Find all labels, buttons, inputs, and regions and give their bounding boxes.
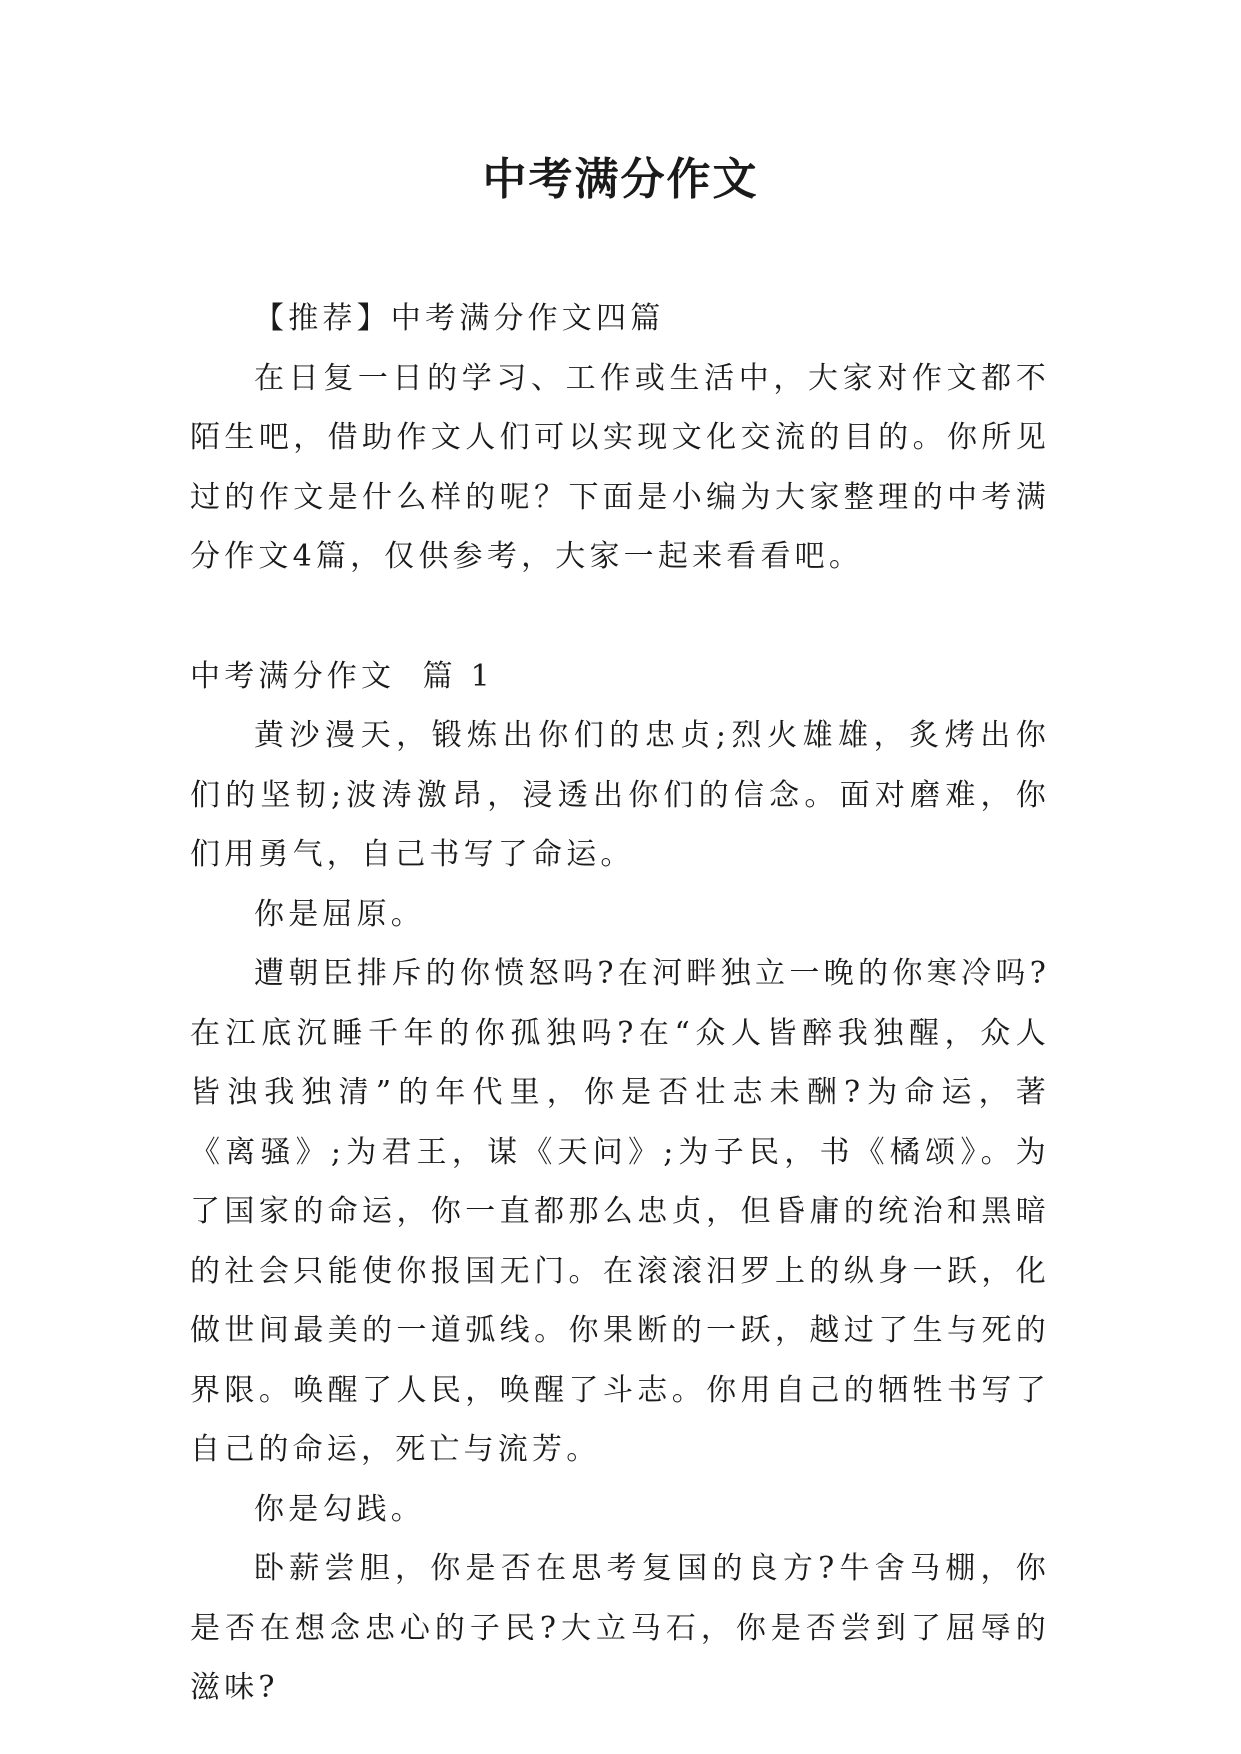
document-subtitle: 【推荐】中考满分作文四篇 (254, 301, 665, 336)
essay-paragraph: 你是勾践。 (254, 1491, 425, 1527)
essay-paragraph: 遭朝臣排斥的你愤怒吗?在河畔独立一晚的你寒冷吗?在江底沉睡千年的你孤独吗?在“众人皆醉我独醒，众人皆浊我独清”的年代里，你是否壮志未酬?为命运，著《离骚》;为君王，谋《天问》;为子民，书《橘颂》。为了国家的命运，你一直都那么忠贞，但昏庸的统治和黑暗的社会只能使你报国无门。在滚滚汨罗上的纵身一跃，化做世间最美的一道弧线。你果断的一跃，越过了生与死的界限。唤醒了人民，唤醒了斗志。你用自己的牺牲书写了自己的命运，死亡与流芳。 (190, 956, 1050, 1467)
intro-paragraph: 在日复一日的学习、工作或生活中，大家对作文都不陌生吧，借助作文人们可以实现文化交流的目的。你所见过的作文是什么样的呢？下面是小编为大家整理的中考满分作文4篇，仅供参考，大家一起来看看吧。 (190, 360, 1050, 574)
section-heading: 中考满分作文 篇 1 (190, 658, 494, 694)
document-body (190, 289, 1050, 1718)
essay-paragraph: 卧薪尝胆，你是否在思考复国的良方?牛舍马棚，你是否在想念忠心的子民?大立马石，你是否尝到了屈辱的滋味? (190, 1551, 1050, 1705)
document-title: 中考满分作文 (482, 154, 759, 205)
essay-paragraph: 黄沙漫天，锻炼出你们的忠贞;烈火雄雄，炙烤出你们的坚韧;波涛激昂，浸透出你们的信念。面对磨难，你们用勇气，自己书写了命运。 (190, 718, 1050, 872)
section-gap (190, 587, 1050, 647)
essay-paragraph: 你是屈原。 (254, 896, 425, 932)
